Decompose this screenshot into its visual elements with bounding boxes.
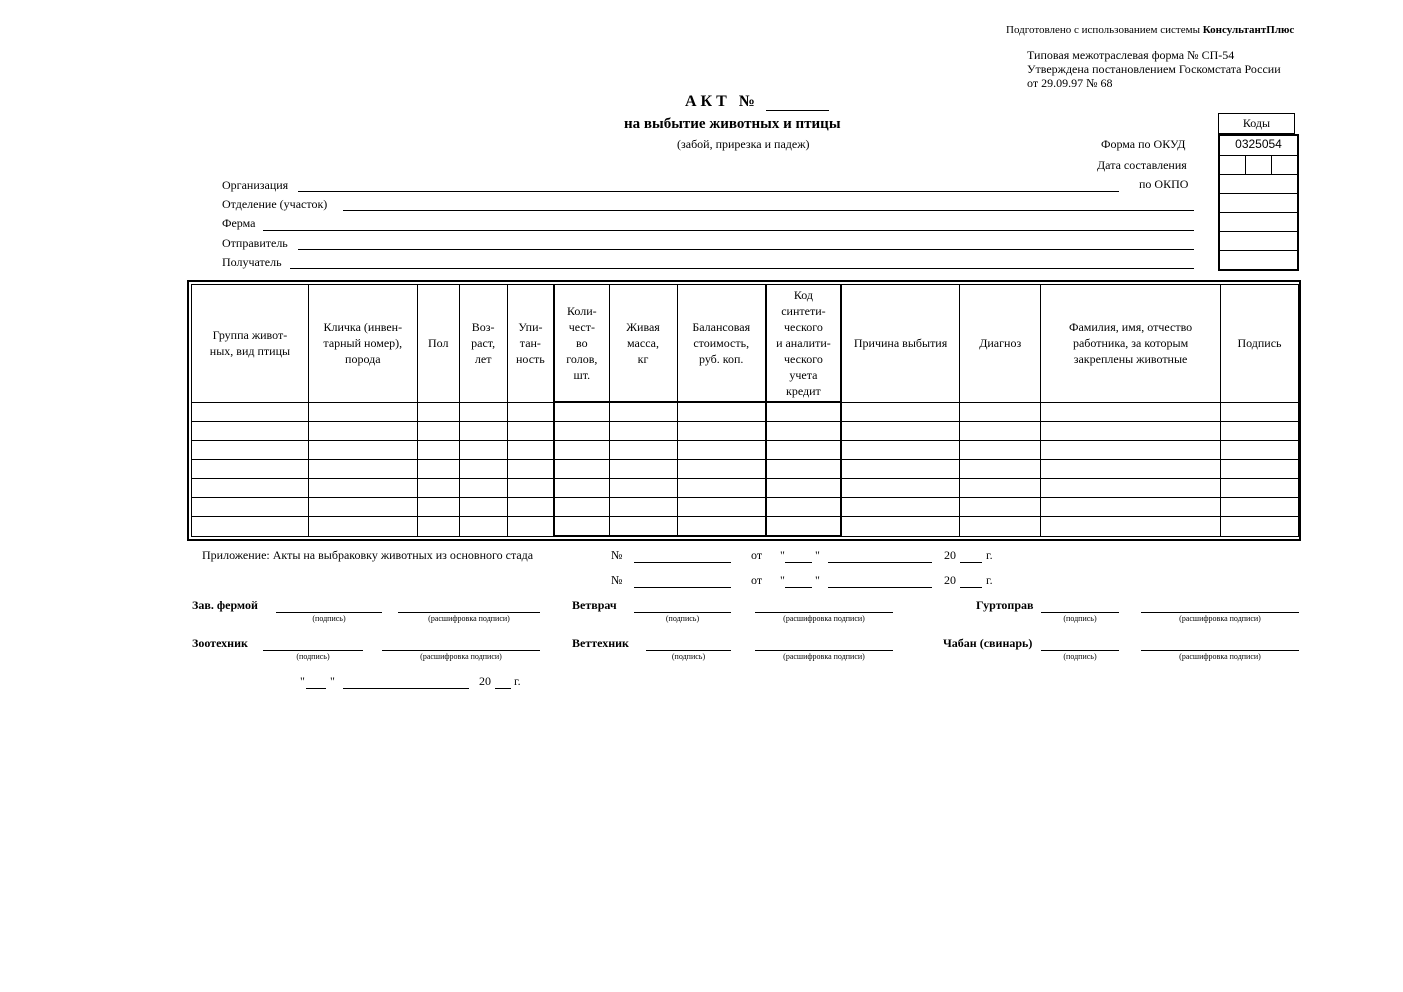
receiver-field[interactable]: [290, 268, 1194, 269]
shepherd-signature-field[interactable]: [1041, 650, 1119, 651]
table-cell[interactable]: [459, 441, 507, 460]
table-cell[interactable]: [459, 517, 507, 537]
year-suffix: г.: [514, 674, 521, 688]
act-subtitle: на выбытие животных и птицы: [624, 116, 841, 132]
attachment-label: Приложение: Акты на выбраковку животных из основного стада: [202, 548, 534, 562]
table-cell[interactable]: [609, 460, 677, 479]
table-cell[interactable]: [308, 441, 417, 460]
farm-label: Ферма: [222, 216, 256, 230]
table-row: [192, 422, 1299, 441]
attachment-no-field[interactable]: [634, 562, 731, 563]
form-type: Типовая межотраслевая форма № СП-54: [1027, 48, 1235, 62]
table-cell[interactable]: [1220, 460, 1298, 479]
receiver-label: Получатель: [222, 255, 282, 269]
table-cell[interactable]: [308, 517, 417, 537]
table-header-row: [192, 285, 1299, 403]
table-cell[interactable]: [960, 498, 1041, 517]
codes-box: [1218, 113, 1299, 271]
farm-head-label: Зав. фермой: [192, 598, 258, 612]
organization-field[interactable]: [298, 191, 1119, 192]
table-cell[interactable]: [677, 460, 766, 479]
sign-caption: (подпись): [1063, 652, 1097, 661]
animals-table: [191, 284, 1299, 537]
act-note: (забой, прирезка и падеж): [677, 137, 810, 151]
decode-caption: (расшифровка подписи): [420, 652, 502, 661]
table-cell[interactable]: [766, 460, 841, 479]
decode-caption: (расшифровка подписи): [1179, 614, 1261, 623]
table-cell[interactable]: [609, 517, 677, 537]
table-cell[interactable]: [192, 422, 309, 441]
table-cell[interactable]: [459, 402, 507, 422]
sign-caption: (подпись): [312, 614, 346, 623]
okud-label: Форма по ОКУД: [1101, 137, 1186, 151]
decode-caption: (расшифровка подписи): [1179, 652, 1261, 661]
table-cell[interactable]: [677, 479, 766, 498]
farm-field[interactable]: [263, 230, 1194, 231]
herd-manager-signature-field[interactable]: [1041, 612, 1119, 613]
table-cell[interactable]: [308, 498, 417, 517]
table-row: [192, 441, 1299, 460]
table-row: [192, 517, 1299, 537]
shepherd-label: Чабан (свинарь): [943, 636, 1033, 650]
column-header: Воз- раст, лет: [459, 285, 507, 403]
year-suffix: г.: [986, 573, 993, 587]
column-header: Фамилия, имя, отчество работника, за которым закреплены животные: [1041, 285, 1221, 403]
column-header: Диагноз: [960, 285, 1041, 403]
table-cell[interactable]: [507, 402, 554, 422]
okpo-cell[interactable]: [1220, 174, 1297, 194]
attachment-month-field[interactable]: [828, 562, 932, 563]
table-cell[interactable]: [308, 402, 417, 422]
vet-decode-field[interactable]: [755, 612, 893, 613]
table-cell[interactable]: [417, 402, 459, 422]
sender-field[interactable]: [298, 249, 1194, 250]
organization-label: Организация: [222, 178, 289, 192]
table-cell[interactable]: [1041, 479, 1221, 498]
column-header: Кличка (инвен- тарный номер), порода: [308, 285, 417, 403]
prepared-note: Подготовлено с использованием системы КонсультантПлюс: [1006, 24, 1295, 36]
table-cell[interactable]: [609, 422, 677, 441]
table-cell[interactable]: [507, 441, 554, 460]
table-cell[interactable]: [507, 479, 554, 498]
vet-tech-signature-field[interactable]: [646, 650, 731, 651]
table-cell[interactable]: [554, 517, 609, 537]
table-cell[interactable]: [554, 479, 609, 498]
herd-manager-label: Гуртоправ: [976, 598, 1034, 612]
table-cell[interactable]: [1220, 479, 1298, 498]
main-table: [187, 280, 1301, 541]
quote-close: ": [815, 548, 820, 562]
date-day-field[interactable]: [306, 688, 326, 689]
approved-by: Утверждена постановлением Госкомстата России: [1027, 62, 1281, 76]
table-cell[interactable]: [308, 422, 417, 441]
table-cell[interactable]: [677, 441, 766, 460]
table-cell[interactable]: [609, 498, 677, 517]
table-cell[interactable]: [192, 479, 309, 498]
table-cell[interactable]: [766, 517, 841, 537]
table-cell[interactable]: [841, 498, 960, 517]
date-cell[interactable]: [1220, 155, 1297, 175]
attachment-year-field[interactable]: [960, 562, 982, 563]
table-cell[interactable]: [554, 402, 609, 422]
table-cell[interactable]: [554, 460, 609, 479]
table-cell[interactable]: [554, 441, 609, 460]
table-cell[interactable]: [960, 517, 1041, 537]
department-label: Отделение (участок): [222, 197, 328, 211]
table-cell[interactable]: [459, 498, 507, 517]
table-row: [192, 479, 1299, 498]
table-cell[interactable]: [459, 422, 507, 441]
farm-head-signature-field[interactable]: [276, 612, 382, 613]
table-cell[interactable]: [841, 422, 960, 441]
quote-open: ": [780, 548, 785, 562]
table-cell[interactable]: [1220, 498, 1298, 517]
table-cell[interactable]: [677, 498, 766, 517]
year-prefix: 20: [479, 674, 491, 688]
herd-manager-decode-field[interactable]: [1141, 612, 1299, 613]
table-cell[interactable]: [417, 479, 459, 498]
table-cell[interactable]: [841, 517, 960, 537]
table-cell[interactable]: [1041, 441, 1221, 460]
table-cell[interactable]: [609, 479, 677, 498]
table-cell[interactable]: [1041, 498, 1221, 517]
zootech-signature-field[interactable]: [263, 650, 363, 651]
sign-caption: (подпись): [296, 652, 330, 661]
attachment-day-field[interactable]: [785, 562, 812, 563]
date-label: Дата составления: [1097, 158, 1187, 172]
table-cell[interactable]: [192, 460, 309, 479]
table-cell[interactable]: [677, 422, 766, 441]
quote-open: ": [300, 674, 305, 688]
table-cell[interactable]: [960, 479, 1041, 498]
table-cell[interactable]: [417, 498, 459, 517]
table-cell[interactable]: [308, 460, 417, 479]
table-cell[interactable]: [960, 422, 1041, 441]
act-number-field[interactable]: [766, 110, 829, 111]
table-cell[interactable]: [507, 460, 554, 479]
attachment-year-field[interactable]: [960, 587, 982, 588]
vet-label: Ветврач: [572, 598, 617, 612]
table-row: [192, 460, 1299, 479]
column-header: Подпись: [1220, 285, 1298, 403]
attachment-no-label: №: [611, 548, 623, 562]
decode-caption: (расшифровка подписи): [783, 614, 865, 623]
table-cell[interactable]: [1220, 441, 1298, 460]
table-cell[interactable]: [459, 460, 507, 479]
year-prefix: 20: [944, 548, 956, 562]
table-cell[interactable]: [841, 460, 960, 479]
table-cell[interactable]: [417, 422, 459, 441]
table-cell[interactable]: [841, 402, 960, 422]
vet-tech-label: Веттехник: [572, 636, 629, 650]
column-header: Код синтети- ческого и аналити- ческого учета кредит: [766, 285, 841, 403]
table-cell[interactable]: [766, 402, 841, 422]
vet-tech-decode-field[interactable]: [755, 650, 893, 651]
code-cell[interactable]: [1220, 193, 1297, 213]
attachment-no-field[interactable]: [634, 587, 731, 588]
table-cell[interactable]: [554, 422, 609, 441]
table-cell[interactable]: [507, 422, 554, 441]
table-cell[interactable]: [1041, 517, 1221, 537]
attachment-from-label: от: [751, 548, 763, 562]
column-header: Балансовая стоимость, руб. коп.: [677, 285, 766, 403]
table-cell[interactable]: [1041, 402, 1221, 422]
attachment-no-label: №: [611, 573, 623, 587]
codes-header: Коды: [1218, 113, 1295, 134]
table-cell[interactable]: [1220, 422, 1298, 441]
table-cell[interactable]: [1220, 517, 1298, 537]
farm-head-decode-field[interactable]: [398, 612, 540, 613]
table-cell[interactable]: [1041, 460, 1221, 479]
attachment-day-field[interactable]: [785, 587, 812, 588]
column-header: Пол: [417, 285, 459, 403]
table-cell[interactable]: [192, 402, 309, 422]
table-cell[interactable]: [766, 422, 841, 441]
table-cell[interactable]: [766, 441, 841, 460]
year-suffix: г.: [986, 548, 993, 562]
brand-name: КонсультантПлюс: [1202, 24, 1295, 36]
okpo-label: по ОКПО: [1139, 177, 1189, 191]
table-cell[interactable]: [609, 441, 677, 460]
table-cell[interactable]: [459, 479, 507, 498]
date-year-field[interactable]: [495, 688, 511, 689]
table-cell[interactable]: [841, 479, 960, 498]
sign-caption: (подпись): [671, 652, 706, 661]
table-cell[interactable]: [417, 441, 459, 460]
table-cell[interactable]: [677, 402, 766, 422]
quote-close: ": [330, 674, 335, 688]
year-prefix: 20: [944, 573, 956, 587]
column-header: Причина выбытия: [841, 285, 960, 403]
table-cell[interactable]: [1041, 422, 1221, 441]
table-cell[interactable]: [554, 498, 609, 517]
sign-caption: (подпись): [1063, 614, 1097, 623]
table-row: [192, 402, 1299, 422]
zootech-decode-field[interactable]: [382, 650, 540, 651]
sender-label: Отправитель: [222, 236, 288, 250]
quote-open: ": [780, 573, 785, 587]
vet-signature-field[interactable]: [634, 612, 731, 613]
table-cell[interactable]: [192, 517, 309, 537]
act-title: А К Т №: [685, 93, 755, 110]
sign-caption: (подпись): [665, 614, 700, 623]
table-row: [192, 498, 1299, 517]
department-field[interactable]: [343, 210, 1194, 211]
date-month-field[interactable]: [343, 688, 469, 689]
code-cell[interactable]: [1220, 231, 1297, 251]
shepherd-decode-field[interactable]: [1141, 650, 1299, 651]
column-header: Группа живот- ных, вид птицы: [192, 285, 309, 403]
attachment-from-label: от: [751, 573, 763, 587]
column-header: Живая масса, кг: [609, 285, 677, 403]
table-cell[interactable]: [308, 479, 417, 498]
okud-value: 0325054: [1220, 136, 1297, 156]
table-cell[interactable]: [609, 402, 677, 422]
table-cell[interactable]: [192, 498, 309, 517]
table-cell[interactable]: [677, 517, 766, 537]
table-cell[interactable]: [507, 498, 554, 517]
attachment-month-field[interactable]: [828, 587, 932, 588]
table-cell[interactable]: [766, 498, 841, 517]
table-cell[interactable]: [417, 517, 459, 537]
table-cell[interactable]: [960, 441, 1041, 460]
approved-date: от 29.09.97 № 68: [1027, 76, 1113, 90]
table-cell[interactable]: [841, 441, 960, 460]
code-cell[interactable]: [1220, 212, 1297, 232]
decode-caption: (расшифровка подписи): [428, 614, 510, 623]
table-cell[interactable]: [417, 460, 459, 479]
column-header: Упи- тан- ность: [507, 285, 554, 403]
table-cell[interactable]: [192, 441, 309, 460]
table-cell[interactable]: [507, 517, 554, 537]
table-cell[interactable]: [766, 479, 841, 498]
table-cell[interactable]: [960, 402, 1041, 422]
quote-close: ": [815, 573, 820, 587]
column-header: Коли- чест- во голов, шт.: [554, 285, 609, 403]
zootech-label: Зоотехник: [192, 636, 248, 650]
table-cell[interactable]: [1220, 402, 1298, 422]
table-cell[interactable]: [960, 460, 1041, 479]
decode-caption: (расшифровка подписи): [783, 652, 865, 661]
